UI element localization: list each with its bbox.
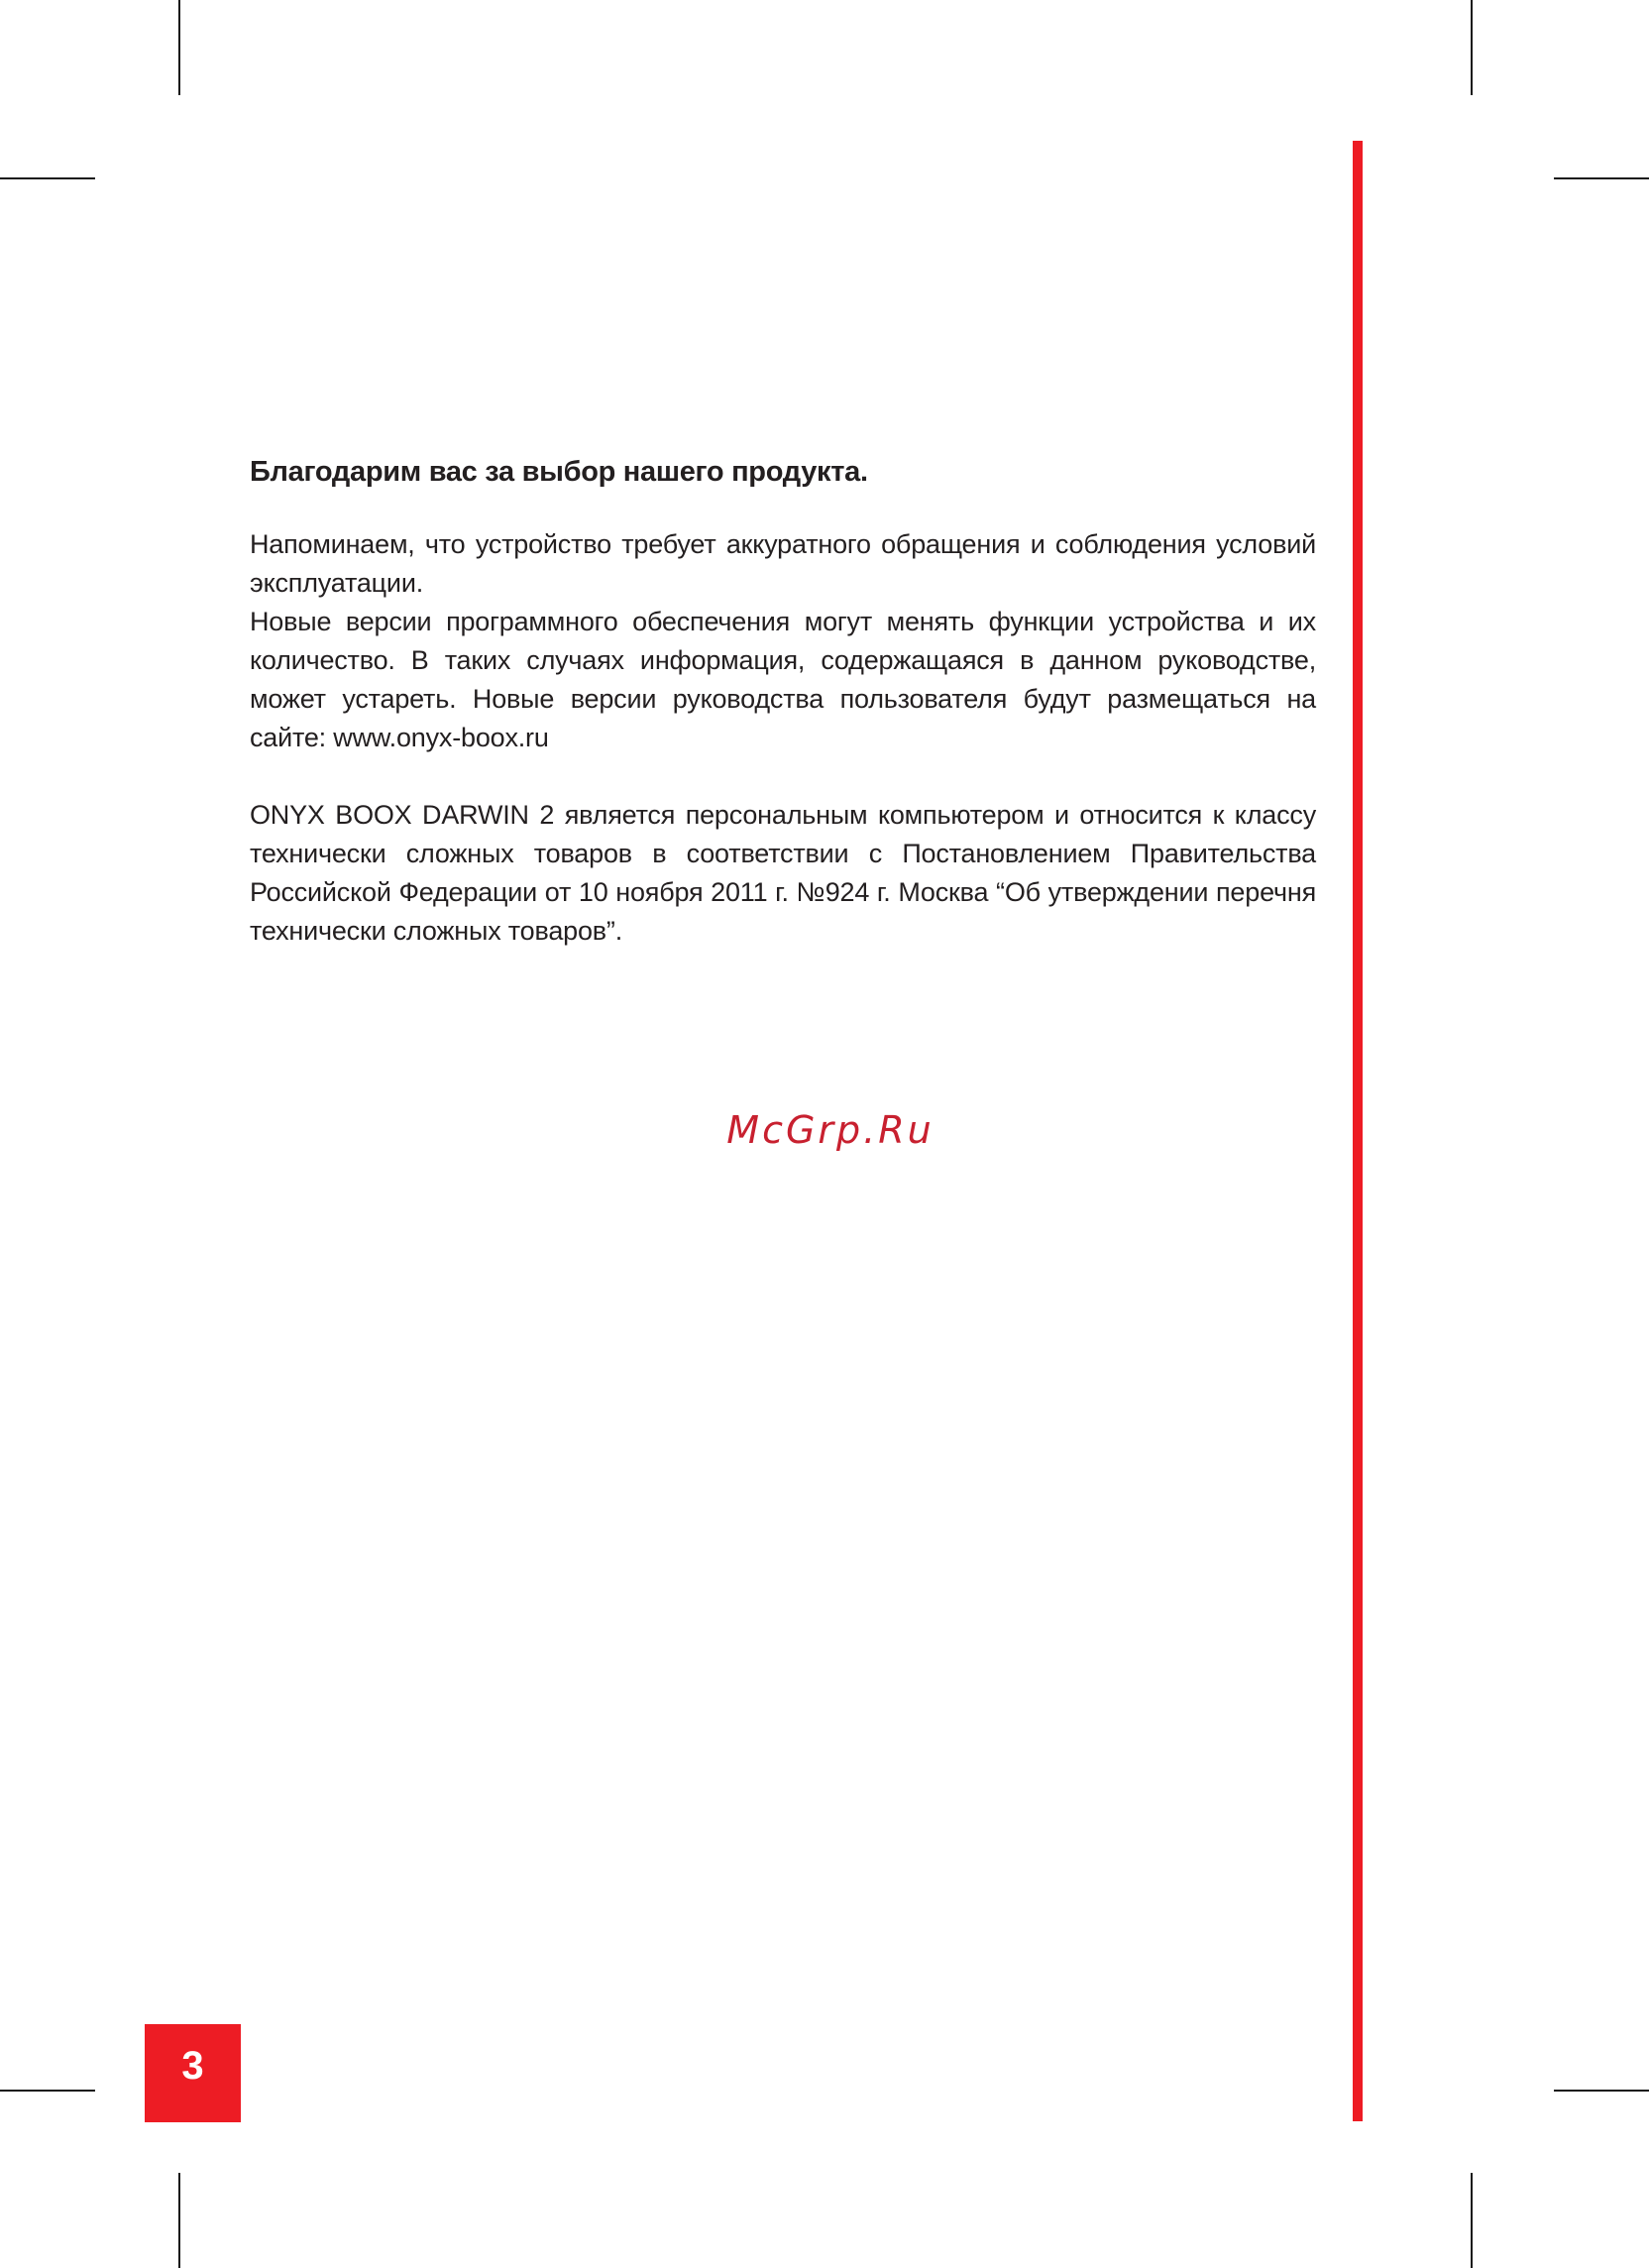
- page-number: 3: [181, 2044, 204, 2088]
- page-number-box: [145, 2024, 241, 2122]
- paragraph-software-versions: Новые версии программного обеспечения могут менять функции устройства и их количество. В таких случаях информация, содержащаяся в данном руководстве, может устареть. Новые версии руководства пользователя будут размещаться на сайте: www.onyx-boox.ru: [250, 607, 1316, 752]
- crop-mark-right-top: [1554, 177, 1649, 179]
- crop-mark-left-bottom: [0, 2090, 95, 2092]
- page-heading: Благодарим вас за выбор нашего продукта.: [250, 456, 868, 488]
- crop-mark-top-left: [178, 0, 180, 95]
- crop-mark-top-right: [1471, 0, 1473, 95]
- crop-mark-left-top: [0, 177, 95, 179]
- crop-mark-right-bottom: [1554, 2090, 1649, 2092]
- paragraph-care: Напоминаем, что устройство требует аккуратного обращения и соблюдения условий эксплуатации.: [250, 529, 1316, 598]
- watermark-text: McGrp.Ru: [726, 1108, 934, 1152]
- document-body: [250, 452, 1316, 951]
- paragraph-classification: ONYX BOOX DARWIN 2 является персональным компьютером и относится к классу технически сложных товаров в соответствии с Постановлением Правительства Российской Федерации от 10 ноября 2011 г. №924 г. Москва “Об утверждении перечня технически сложных товаров”.: [250, 800, 1316, 946]
- crop-mark-bottom-right: [1471, 2173, 1473, 2268]
- watermark: [0, 1108, 1649, 1152]
- crop-mark-bottom-left: [178, 2173, 180, 2268]
